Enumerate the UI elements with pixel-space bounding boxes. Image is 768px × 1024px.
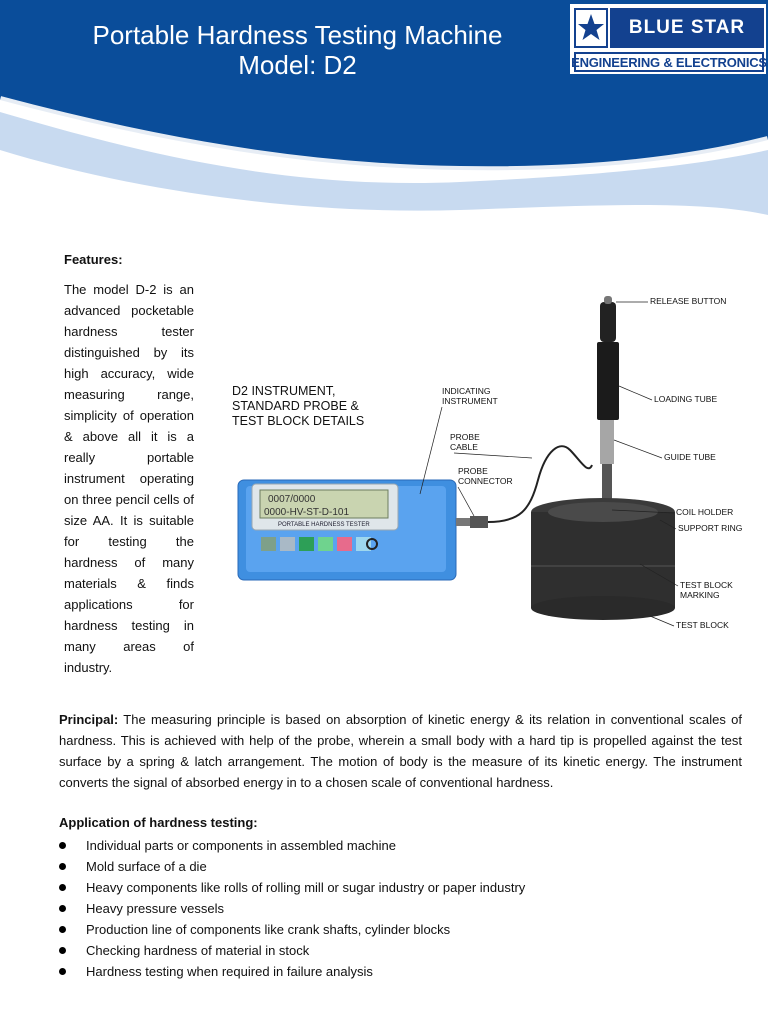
bullet-icon: [59, 905, 66, 912]
list-item: Production line of components like crank shafts, cylinder blocks: [59, 919, 739, 940]
bullet-icon: [59, 947, 66, 954]
display-line-2: 0000-HV-ST-D-101: [264, 507, 350, 518]
list-item: Heavy components like rolls of rolling mill or sugar industry or paper industry: [59, 877, 739, 898]
page-title: Portable Hardness Testing Machine: [92, 20, 503, 50]
bullet-icon: [59, 842, 66, 849]
list-item: Mold surface of a die: [59, 856, 739, 877]
principle-text: The measuring principle is based on absorption of kinetic energy & its relation in conventional scales of hardness. This is achieved with help of the probe, wherein a small body with a hard tip is propelled against the test surface by a spring & latch arrangement. The motion of body is the measure of its kinetic energy. The instrument converts the signal of absorbed energy in to a chosen scale of conventional hardness.: [59, 712, 742, 790]
features-heading: Features:: [64, 252, 123, 267]
label-test-block: TEST BLOCK: [676, 620, 729, 630]
bullet-icon: [59, 884, 66, 891]
display-line-1: 0007/0000: [268, 494, 316, 505]
figure-caption-line-3: TEST BLOCK DETAILS: [232, 414, 365, 428]
logo-subtitle: ENGINEERING & ELECTRONICS: [574, 52, 764, 72]
label-coil-holder: COIL HOLDER: [676, 507, 734, 517]
blue-star-logo: [570, 4, 766, 74]
list-item: Individual parts or components in assembled machine: [59, 835, 739, 856]
bullet-icon: [59, 863, 66, 870]
principle-paragraph: [59, 709, 742, 793]
figure-caption-line-2: STANDARD PROBE &: [232, 399, 359, 413]
logo-name: BLUE STAR: [610, 8, 764, 48]
label-test-block-marking-2: MARKING: [680, 590, 720, 600]
label-support-ring: SUPPORT RING: [678, 523, 743, 533]
list-item: Checking hardness of material in stock: [59, 940, 739, 961]
bullet-icon: [59, 968, 66, 975]
list-item: Heavy pressure vessels: [59, 898, 739, 919]
test-block: [531, 498, 675, 620]
list-item: Hardness testing when required in failure analysis: [59, 961, 739, 982]
label-probe-connector-2: CONNECTOR: [458, 476, 513, 486]
label-test-block-marking-1: TEST BLOCK: [680, 580, 733, 590]
figure-caption-line-1: D2 INSTRUMENT,: [232, 384, 336, 398]
indicating-instrument: [238, 480, 488, 580]
label-probe-connector-1: PROBE: [458, 466, 488, 476]
label-probe-cable-1: PROBE: [450, 432, 480, 442]
probe: [597, 296, 619, 504]
label-release-button: RELEASE BUTTON: [650, 296, 727, 306]
bullet-icon: [59, 926, 66, 933]
label-indicating-2: INSTRUMENT: [442, 396, 498, 406]
star-icon: [574, 8, 608, 48]
applications-list: [59, 835, 739, 982]
device-label: PORTABLE HARDNESS TESTER: [278, 522, 370, 528]
label-guide-tube: GUIDE TUBE: [664, 452, 716, 462]
applications-heading: Application of hardness testing:: [59, 815, 258, 830]
label-probe-cable-2: CABLE: [450, 442, 478, 452]
label-loading-tube: LOADING TUBE: [654, 394, 718, 404]
instrument-figure: [220, 290, 768, 660]
features-text: The model D-2 is an advanced pocketable hardness tester distinguished by its high accuracy, wide measuring range, simplicity of operation & above all it is a really portable instrument operating on three pencil cells of size AA. It is suitable for testing the hardness of many materials & finds applications for hardness testing in many areas of industry.: [64, 282, 194, 675]
label-indicating-1: INDICATING: [442, 386, 491, 396]
principle-label: Principal:: [59, 712, 119, 727]
page-subtitle: Model: D2: [238, 50, 357, 80]
